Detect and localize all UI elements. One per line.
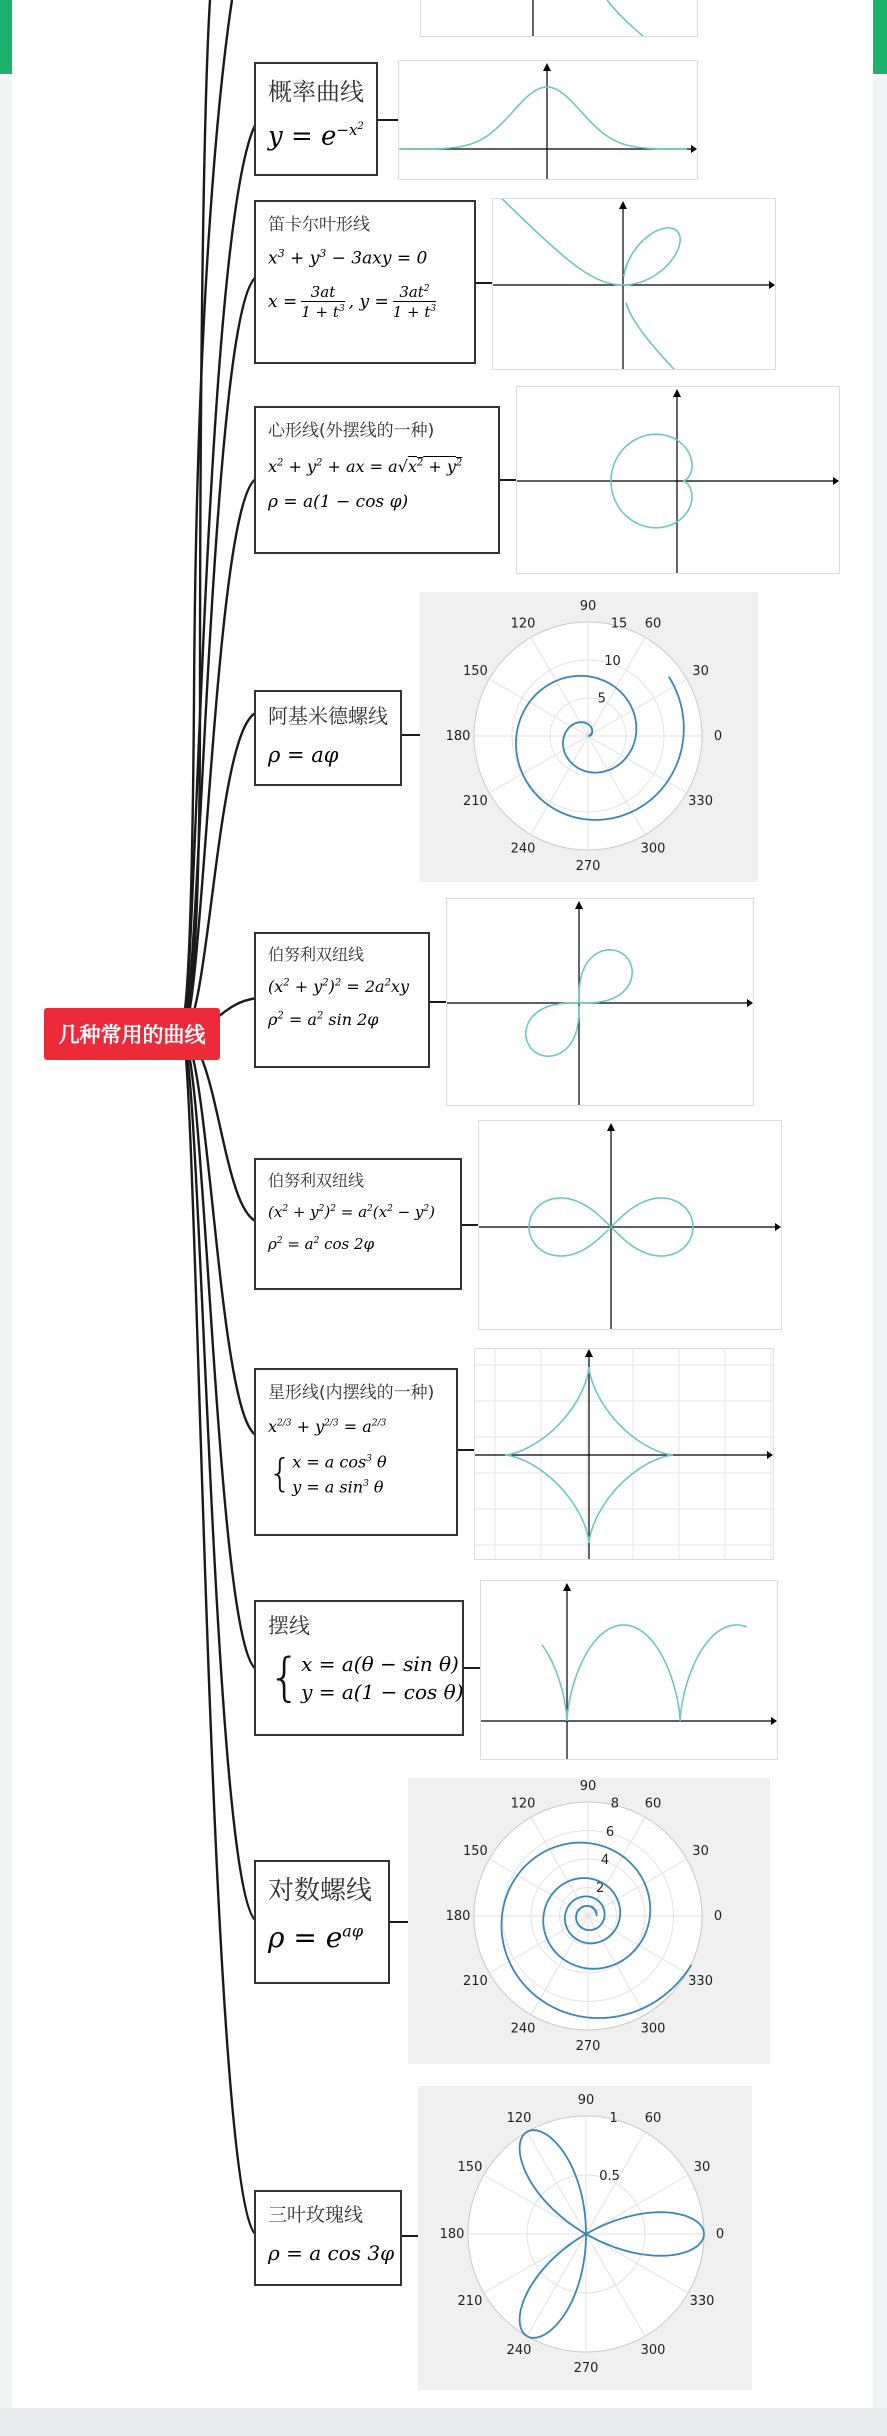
node-lemniscate-sin[interactable] xyxy=(254,932,430,1068)
polar-angle-label: 300 xyxy=(640,2343,666,2359)
polar-angle-label: 210 xyxy=(463,1974,488,1989)
polar-angle-label: 30 xyxy=(692,1844,709,1859)
polar-angle-label: 120 xyxy=(510,616,536,632)
polar-angle-label: 270 xyxy=(575,859,601,874)
node-title: 三叶玫瑰线 xyxy=(268,2204,364,2226)
polar-angle-label: 300 xyxy=(640,2021,666,2037)
polar-angle-label: 90 xyxy=(579,1779,597,1794)
node-title: 心形线(外摆线的一种) xyxy=(268,421,435,441)
node-formula-parametric: x = 3at $1 + t^3$ , y = $3at^2$ $1 + t^3$ xyxy=(268,282,437,321)
node-title: 伯努利双纽线 xyxy=(268,945,365,964)
node-formula-cartesian: $x^2 + y^2$ + ax = $a√x^2 + y^2$ xyxy=(268,457,463,476)
polar-angle-label: 210 xyxy=(457,2294,483,2309)
polar-angle-label: 0 xyxy=(715,2227,725,2242)
node-formula: $y = e^{-x^2}$ xyxy=(268,121,364,152)
node-title: 摆线 xyxy=(268,1614,310,1638)
node-formula-cartesian: $(x^2 + y^2)^2 = a^2(x^2 - y^2)$ xyxy=(268,1203,435,1221)
node-title: 笛卡尔叶形线 xyxy=(268,215,370,235)
polar-radial-label: 2 xyxy=(595,1880,605,1896)
node-formula: ρ = aφ xyxy=(268,743,339,767)
polar-angle-label: 300 xyxy=(640,841,666,857)
node-probability-curve[interactable] xyxy=(254,62,378,176)
polar-angle-label: 0 xyxy=(713,729,723,744)
polar-angle-label: 30 xyxy=(693,2160,711,2175)
polar-radial-label: 15 xyxy=(610,616,628,632)
polar-angle-label: 150 xyxy=(463,664,488,679)
node-formula-polar: $\rho^2 = a^2$ sin 2φ xyxy=(268,1010,379,1029)
polar-angle-label: 240 xyxy=(510,2021,536,2037)
node-formula-implicit: $x^{2/3} + y^{2/3} = a^{2/3}$ xyxy=(268,1417,387,1436)
polar-angle-label: 240 xyxy=(510,841,536,857)
polar-radial-label: 10 xyxy=(604,654,621,670)
polar-angle-label: 60 xyxy=(644,1796,662,1812)
polar-angle-label: 180 xyxy=(445,729,471,744)
node-lemniscate-cos[interactable] xyxy=(254,1158,462,1290)
node-title: 对数螺线 xyxy=(268,1876,373,1906)
plot-log-spiral xyxy=(408,1778,770,2064)
node-cycloid[interactable] xyxy=(254,1600,464,1736)
polar-angle-label: 270 xyxy=(573,2361,599,2376)
plot-descartes-folium xyxy=(492,198,776,370)
plot-astroid xyxy=(474,1348,774,1560)
node-three-leaf-rose[interactable] xyxy=(254,2190,402,2286)
node-astroid[interactable] xyxy=(254,1368,458,1536)
polar-radial-label: 0.5 xyxy=(599,2168,620,2184)
node-formula-implicit: $x^3 + y^3 - 3axy = 0$ xyxy=(268,247,428,269)
polar-angle-label: 30 xyxy=(692,664,709,679)
polar-angle-label: 180 xyxy=(445,1909,471,1924)
node-descartes-folium[interactable] xyxy=(254,200,476,364)
polar-angle-label: 0 xyxy=(713,1909,723,1924)
node-title: 阿基米德螺线 xyxy=(268,704,388,728)
plot-lemniscate-sin xyxy=(446,898,754,1106)
node-formula-system: { x = a $\cos^3 \theta$ y = a $\sin^3 \theta$ xyxy=(268,1451,387,1497)
plot-cardioid xyxy=(516,386,840,574)
polar-radial-label: 8 xyxy=(610,1796,620,1812)
polar-angle-label: 60 xyxy=(644,616,662,632)
node-title: 星形线(内摆线的一种) xyxy=(268,1383,435,1403)
polar-angle-label: 90 xyxy=(579,599,597,614)
node-formula: $\rho = e^{a\varphi}$ xyxy=(268,1921,364,1954)
node-formula: ρ = a cos 3φ xyxy=(268,2241,395,2265)
polar-radial-label: 6 xyxy=(605,1824,615,1840)
plot-three-leaf-rose xyxy=(418,2086,752,2390)
node-formula-cartesian: $(x^2 + y^2)^2 = 2a^2xy$ xyxy=(268,977,409,996)
node-archimedean-spiral[interactable] xyxy=(254,690,402,786)
polar-angle-label: 270 xyxy=(575,2039,601,2054)
bottom-strip xyxy=(0,2408,887,2436)
root-node[interactable]: 几种常用的曲线 xyxy=(44,1008,220,1060)
polar-angle-label: 330 xyxy=(688,1974,713,1989)
node-title: 伯努利双纽线 xyxy=(268,1171,365,1190)
polar-radial-label: 4 xyxy=(600,1852,610,1868)
partial-plot-top xyxy=(420,0,698,37)
polar-angle-label: 60 xyxy=(644,2110,662,2126)
node-formula-system: { x = a(θ − sin θ) y = a(1 − cos θ) xyxy=(268,1648,464,1708)
plot-archimedean-spiral xyxy=(420,592,758,882)
polar-angle-label: 120 xyxy=(506,2110,532,2126)
node-title: 概率曲线 xyxy=(268,78,364,106)
node-formula-polar: $\rho^2 = a^2$ cos 2φ xyxy=(268,1235,375,1253)
polar-angle-label: 90 xyxy=(577,2093,595,2108)
plot-probability-curve xyxy=(398,60,698,180)
polar-angle-label: 330 xyxy=(689,2294,715,2309)
polar-angle-label: 150 xyxy=(457,2160,483,2175)
polar-radial-label: 1 xyxy=(609,2110,618,2126)
polar-angle-label: 150 xyxy=(463,1844,488,1859)
plot-lemniscate-cos xyxy=(478,1120,782,1330)
polar-angle-label: 120 xyxy=(510,1796,536,1812)
polar-radial-label: 5 xyxy=(597,691,606,707)
polar-angle-label: 240 xyxy=(506,2343,532,2359)
node-cardioid[interactable] xyxy=(254,406,500,554)
plot-cycloid xyxy=(480,1580,778,1760)
node-formula-polar: ρ = a(1 − cos φ) xyxy=(268,492,409,512)
node-log-spiral[interactable] xyxy=(254,1860,390,1984)
polar-angle-label: 330 xyxy=(688,794,713,809)
polar-angle-label: 180 xyxy=(439,2227,465,2242)
polar-angle-label: 210 xyxy=(463,794,488,809)
